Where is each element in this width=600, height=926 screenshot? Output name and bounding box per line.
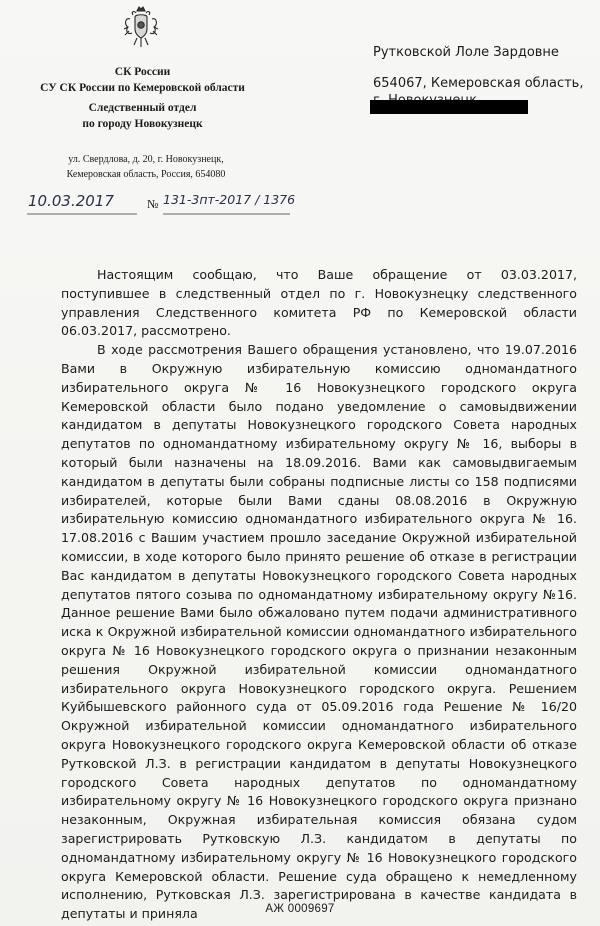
number-label: № — [147, 197, 159, 211]
letter-body — [61, 266, 577, 924]
coat-of-arms-icon — [122, 5, 160, 51]
recipient-address-line-1: 654067, Кемеровская область, — [373, 76, 584, 91]
org-line-1: СК России — [114, 66, 171, 78]
body-paragraph-1: Настоящим сообщаю, что Ваше обращение от 03.03.2017, поступившее в следственный отдел по г. Новокузнецку следственного управления Следственного комитета РФ по Кемеровской области 06.03.2017, рассмотрено. — [61, 267, 577, 339]
dept-line-1: Следственный отдел — [88, 102, 197, 114]
org-line-2: СУ СК России по Кемеровской области — [40, 82, 245, 94]
issuing-authority — [20, 64, 265, 132]
recipient-name: Рутковской Лоле Зардовне — [373, 45, 559, 60]
address-line-1: ул. Свердлова, д. 20, г. Новокузнецк, — [68, 154, 224, 165]
form-serial-number: АЖ 0009697 — [265, 903, 335, 915]
body-paragraph-2: В ходе рассмотрения Вашего обращения установлено, что 19.07.2016 Вами в Окружную избирательную комиссию одномандатного избирательного округа № 16 Новокузнецкого городского округа Кемеровской области было подано уведомление о самовыдвижении кандидатом в депутаты Новокузнецкого городского Совета народных депутатов по одномандатному избирательному округу № 16, выборы в который были назначены на 18.09.2016. Вами как самовыдвигаемым кандидатом в депутаты были собраны подписные листы со 158 подписями избирателей, которые были Вами сданы 08.08.2016 в Окружную избирательную комиссию одномандатного избирательного округа № 16. 17.08.2016 с Вашим участием прошло заседание Окружной избирательной комиссии, в ходе которого было принято решение об отказе в регистрации Вас кандидатом в депутаты Новокузнецкого городского Совета народных депутатов пятого созыва по одномандатному избирательному округу №16. Данное решение Вами было обжаловано путем подачи административного иска к Окружной избирательной комиссии одномандатного избирательного округа № 16 Новокузнецкого городского округа о признании незаконным решения Окружной избирательной комиссии одномандатного избирательного округа Новокузнецкого городского округа. Решением Куйбышевского районного суда от 05.09.2016 года Решение № 16/20 Окружной избирательной комиссии одномандатного избирательного округа Новокузнецкого городского округа Кемеровской области об отказе Рутковской Л.З. в регистрации кандидатом в депутаты Новокузнецкого городского Совета народных депутатов по одномандатному избирательному округу № 16 Новокузнецкого городского округа признано незаконным, Окружная избирательная комиссия обязана судом зарегистрировать Рутковскую Л.З. кандидатом в депутаты по одномандатному избирательному округу № 16 Новокузнецкого городского округа Кемеровской области. Решение суда обращено к немедленному исполнению, Рутковская Л.З. зарегистрирована в качестве кандидата в депутаты и приняла — [61, 342, 577, 922]
authority-address — [36, 152, 256, 182]
handwritten-reference-number: 131-3пт-2017 / 1376 — [163, 192, 296, 207]
handwritten-date: 10.03.2017 — [28, 192, 114, 210]
dept-line-2: по городу Новокузнецк — [82, 118, 203, 130]
address-line-2: Кемеровская область, Россия, 654080 — [66, 169, 226, 180]
redaction-bar — [370, 100, 528, 114]
